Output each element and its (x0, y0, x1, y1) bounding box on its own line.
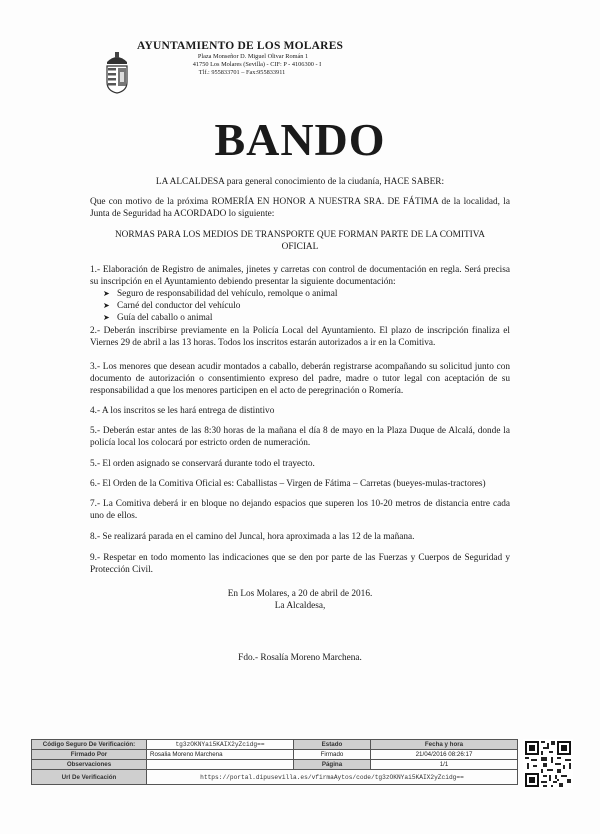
bullet-item (90, 300, 510, 312)
intro-text: LA ALCALDESA para general conocimiento de la ciudanía, HACE SABER: (155, 177, 445, 187)
rule-7: 7.- La Comitiva deberá ir en bloque no dejando espacios que superen los 10-20 metros de distancia entre cada uno de ellos. (90, 499, 510, 521)
rule-8: 8.- Se realizará parada en el camino del Juncal, hora aproximada a las 12 de la mañana. (90, 532, 415, 542)
org-address-line-1: Plaza Monseñor D. Miguel Olivar Román 1 (197, 53, 309, 60)
url-value[interactable]: https://portal.dipusevilla.es/vfirmaAytos/code/tg3zOKNYai5KAIX2yZcidg== (147, 770, 518, 785)
section-heading-line-2: OFICIAL (281, 242, 319, 252)
arrow-bullet-icon: ➤ (103, 313, 110, 322)
bullet-item (90, 288, 510, 300)
firmado-por-value: Rosalia Moreno Marchena (147, 750, 294, 760)
rule-9: 9.- Respetar en todo momento las indicaciones que se den por parte de las Fuerzas y Cuerpos de Seguridad y Protección Civil. (90, 553, 510, 575)
table-row (32, 750, 518, 760)
fecha-value: 21/04/2016 08:26:17 (371, 750, 518, 760)
page-title: BANDO (214, 114, 386, 165)
observaciones-value (147, 760, 294, 770)
arrow-bullet-icon: ➤ (103, 301, 110, 310)
estado-label: Estado (294, 740, 371, 750)
table-row (32, 770, 518, 785)
rule-1-text: 1.- Elaboración de Registro de animales, jinetes y carretas con control de documentación en regla. Será precisa su inscripción en el Ayuntamiento debiendo presentar la siguiente documentación: (90, 265, 510, 287)
codigo-value: tg3zOKNYai5KAIX2yZcidg== (147, 740, 294, 750)
letterhead (137, 40, 377, 78)
preamble-text: Que con motivo de la próxima ROMERÍA EN HONOR A NUESTRA SRA. DE FÁTIMA de la localidad, la Junta de Seguridad ha ACORDADO lo siguiente: (90, 197, 510, 219)
arrow-bullet-icon: ➤ (103, 289, 110, 298)
signature-line: Fdo.- Rosalía Moreno Marchena. (238, 653, 362, 663)
bullet-item (90, 312, 510, 324)
codigo-label: Código Seguro De Verificación: (32, 740, 147, 750)
section-heading-line-1: NORMAS PARA LOS MEDIOS DE TRANSPORTE QUE FORMAN PARTE DE LA COMITIVA (114, 230, 486, 240)
table-row (32, 760, 518, 770)
pagina-value: 1/1 (371, 760, 518, 770)
place-date: En Los Molares, a 20 de abril de 2016. (227, 589, 373, 599)
pagina-label: Página (294, 760, 371, 770)
table-row (32, 740, 518, 750)
section-heading (90, 229, 510, 253)
observaciones-label: Observaciones (32, 760, 147, 770)
org-address-line-2: 41750 Los Molares (Sevilla) - CIF: P - 4106300 - I (192, 61, 322, 69)
signatory-role: La Alcaldesa, (274, 601, 326, 611)
verification-table (31, 739, 518, 785)
closing-block (0, 588, 600, 612)
rule-1-bullet-list (90, 288, 510, 324)
rule-2: 2.- Deberán inscribirse previamente en la Policía Local del Ayuntamiento. El plazo de inscripción finaliza el Viernes 29 de abril a las 13 horas. Todos los inscritos estarán autorizados a ir en la Comitiva. (90, 326, 510, 348)
rule-5: 5.- Deberán estar antes de las 8:30 horas de la mañana el día 8 de mayo en la Plaza Duque de Alcalá, donde la policía local los colocará por estricto orden de numeración. (90, 426, 510, 448)
fecha-label: Fecha y hora (371, 740, 518, 750)
rule-4: 4.- A los inscritos se les hará entrega de distintivo (90, 406, 275, 416)
bullet-text: Carné del conductor del vehículo (117, 301, 241, 311)
rule-6: 6.- El Orden de la Comitiva Oficial es: Caballistas – Virgen de Fátima – Carretas (bueyes-mulas-tractores) (90, 479, 486, 489)
org-name: AYUNTAMIENTO DE LOS MOLARES (137, 40, 344, 52)
rule-3: 3.- Los menores que desean acudir montados a caballo, deberán registrarse acompañando su solicitud junto con documento de autorización o consentimiento expreso del padre, madre o tutor legal con aceptación de su responsabilidad a que los menores participen en el acto de peregrinación o Romería. (90, 362, 510, 396)
firmado-por-label: Firmado Por (32, 750, 147, 760)
rule-5b: 5.- El orden asignado se conservará durante todo el trayecto. (90, 459, 315, 469)
url-label: Url De Verificación (32, 770, 147, 785)
bullet-text: Guía del caballo o animal (117, 313, 213, 323)
bullet-text: Seguro de responsabilidad del vehículo, remolque o animal (117, 289, 338, 299)
estado-value: Firmado (294, 750, 371, 760)
org-contact-line: Tlf.: 955833701 – Fax:955833911 (198, 69, 286, 77)
rule-1 (90, 264, 510, 324)
qr-code-icon (523, 739, 573, 789)
